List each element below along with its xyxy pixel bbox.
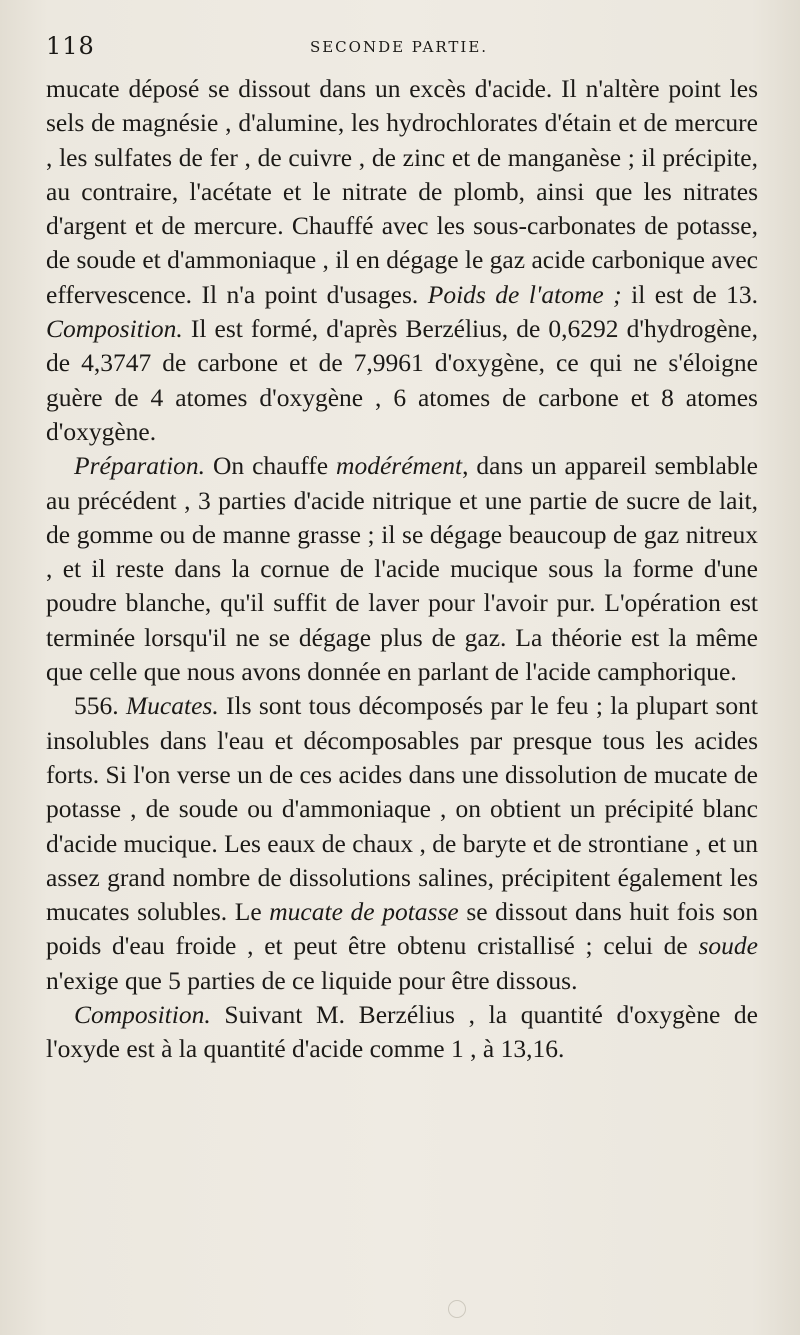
paper-blemish (448, 1300, 466, 1318)
text-run: On chauffe (205, 451, 337, 481)
text-run: n'exige que 5 parties de ce liquide pour être dissous. (46, 965, 578, 995)
text-run: Il est formé, d'après Berzélius, de 0,6292 d'hydrogène, de 4,3747 de carbone et de 7,9961 d'oxygène, ce qui ne s'éloigne guère de 4 atomes d'oxygène , 6 atomes de carbone et 8 atomes d'oxygène. (46, 314, 758, 446)
italic-term: Préparation. (74, 451, 206, 481)
section-number: 556. (74, 691, 126, 721)
body-text (46, 72, 758, 1067)
paragraph-composition (46, 998, 758, 1067)
italic-term: modérément (336, 451, 463, 481)
italic-term: soude (698, 931, 758, 961)
italic-term: Mucates. (125, 691, 219, 721)
running-head: SECONDE PARTIE. (309, 38, 489, 56)
italic-term: Composition. (46, 314, 183, 344)
page-header (46, 32, 752, 64)
page-number: 118 (46, 32, 95, 60)
paragraph-mucic-acid-properties (46, 72, 758, 449)
text-run: se dissout dans huit fois son poids d'eau froide , et peut être obtenu cristallisé ; celui de (46, 897, 758, 961)
paragraph-mucates (46, 689, 758, 998)
text-run: il est de 13. (621, 279, 758, 309)
italic-term: Poids de l'atome ; (427, 279, 622, 309)
text-run: Suivant M. Berzélius , la quantité d'oxygène de l'oxyde est à la quantité d'acide comme 1 , à 13,16. (46, 1000, 758, 1064)
text-run: , dans un appareil semblable au précédent , 3 parties d'acide nitrique et une partie de sucre de lait, de gomme ou de manne grasse ; il se dégage beaucoup de gaz nitreux , et il reste dans la cornue de l'acide mucique sous la forme d'une poudre blanche, qu'il suffit de laver pour l'avoir pur. L'opération est terminée lorsqu'il ne se dégage plus de gaz. La théorie est la même que celle que nous avons donnée en parlant de l'acide camphorique. (46, 451, 758, 687)
italic-term: mucate de potasse (269, 897, 459, 927)
text-run: Ils sont tous décomposés par le feu ; la plupart sont insolubles dans l'eau et décomposables par presque tous les acides forts. Si l'on verse un de ces acides dans une dissolution de mucate de potasse , de soude ou d'ammoniaque , on obtient un précipité blanc d'acide mucique. Les eaux de chaux , de baryte et de strontiane , et un assez grand nombre de dissolutions salines, précipitent également les mucates solubles. Le (46, 691, 758, 927)
text-run: mucate déposé se dissout dans un excès d'acide. Il n'altère point les sels de magnésie , d'alumine, les hydrochlorates d'étain et de mercure , les sulfates de fer , de cuivre , de zinc et de manganèse ; il précipite, au contraire, l'acétate et le nitrate de plomb, ainsi que les nitrates d'argent et de mercure. Chauffé avec les sous-carbonates de potasse, de soude et d'ammoniaque , il en dégage le gaz acide carbonique avec effervescence. Il n'a point d'usages. (46, 74, 758, 309)
paragraph-preparation (46, 449, 758, 689)
italic-term: Composition. (74, 1000, 211, 1030)
